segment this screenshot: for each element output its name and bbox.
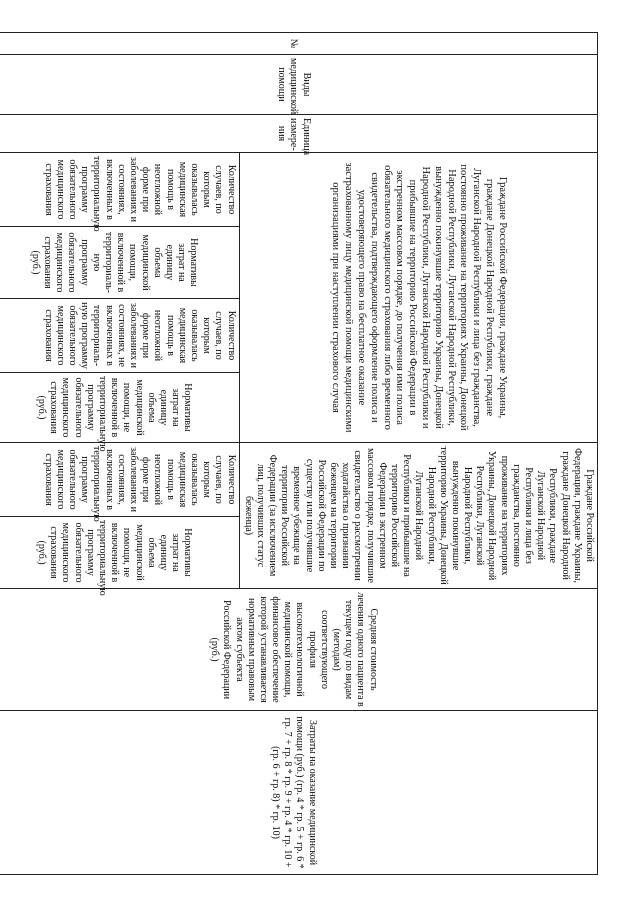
header-norm-c: Нормативы затрат на единицу объема медицинской помощи, не включенной в территориальную программу обязательного медицинского страхования (руб.) [0, 517, 239, 589]
header-count-c: Количество случаев, по которым оказывалась медицинская помощь в неотложной форме при заболеваниях и состояниях, включенных в территориальную программу обязательного медицинского страхования [0, 443, 239, 517]
header-avg-cost: Средняя стоимость лечения одного пациента в текущем году по видам (методам) соответствующего профиля высокотехнологичной медицинской помощи, финансовое обеспечение которой устанавливается нормативным правовым актом субъекта Российской Федерации (руб.) [0, 589, 598, 711]
header-total: Затраты на оказание медицинской помощи (руб.) (гр. 4 * гр. 5 + гр. 6 * гр. 7 + гр. 8 * гр. 9 + гр. 4 * гр. 10 + (гр. 6 + гр. 8) * гр. 10) [0, 711, 598, 875]
header-count-b: Количество случаев, по которым оказывалась медицинская помощь в неотложной форме при заболеваниях и состояниях, не включенных в территориаль-ную программу обязательного медицинского страхования [0, 299, 239, 373]
header-group-a: Граждане Российской Федерации, граждане Украины, граждане Донецкой Народной Республики, граждане Луганской Народной Республики и лица без гражданства, постоянно проживание на территориях Украины, Донецкой Народной Республики, Луганской Народной Республики, вынужденно покинувшие территорию Украины, Донецкой Народной Республики, Луганской Народной Республики и прибывшие на территорию Российской Федерации в экстренном массовом порядке, до получения ими полиса обязательного медицинского страхования либо временного свидетельства, подтверждающего оформление полиса и удостоверяющего право на бесплатное оказание застрахованному лицу медицинской помощи медицинскими организациями при наступлении страхового случая [239, 153, 597, 443]
header-norm-a: Нормативы затрат на единицу объема медицинской помощи, включенной в территориаль-ную программу обязательного медицинского страхования (руб.) [0, 227, 239, 299]
cost-table [0, 32, 598, 875]
header-count-a: Количество случаев, по которым оказывалась медицинская помощь в неотложной форме при заболеваниях и состояниях, включенных в территориальную программу обязательного медицинского страхования [0, 153, 239, 227]
header-norm-b: Нормативы затрат на единицу объема медицинской помощи, не включенной в территориальную программу обязательного медицинского страхования (руб.) [0, 373, 239, 443]
header-group-b: Граждане Российской Федерации, граждане Украины, граждане Донецкой Народной Республики, граждане Луганской Народной Республики и лица без гражданства, постоянно проживание на территориях Украины, Донецкой Народной Республики, Луганской Народной Республики, вынужденно покинувшие территорию Украины, Донецкой Народной Республики, Луганской Народной Республики и прибывшие на территорию Российской Федерации в экстренном массовом порядке, получившие свидетельство о рассмотрении ходатайства о признании беженцем на территории Российской Федерации по существу или получившие временное убежище на территории Российской Федерации (за исключением лиц, получивших статус беженца) [239, 443, 597, 589]
header-unit: Единица измере-ния [0, 115, 598, 153]
header-types: Виды медицинской помощи [0, 55, 598, 115]
header-no: № [0, 33, 598, 55]
